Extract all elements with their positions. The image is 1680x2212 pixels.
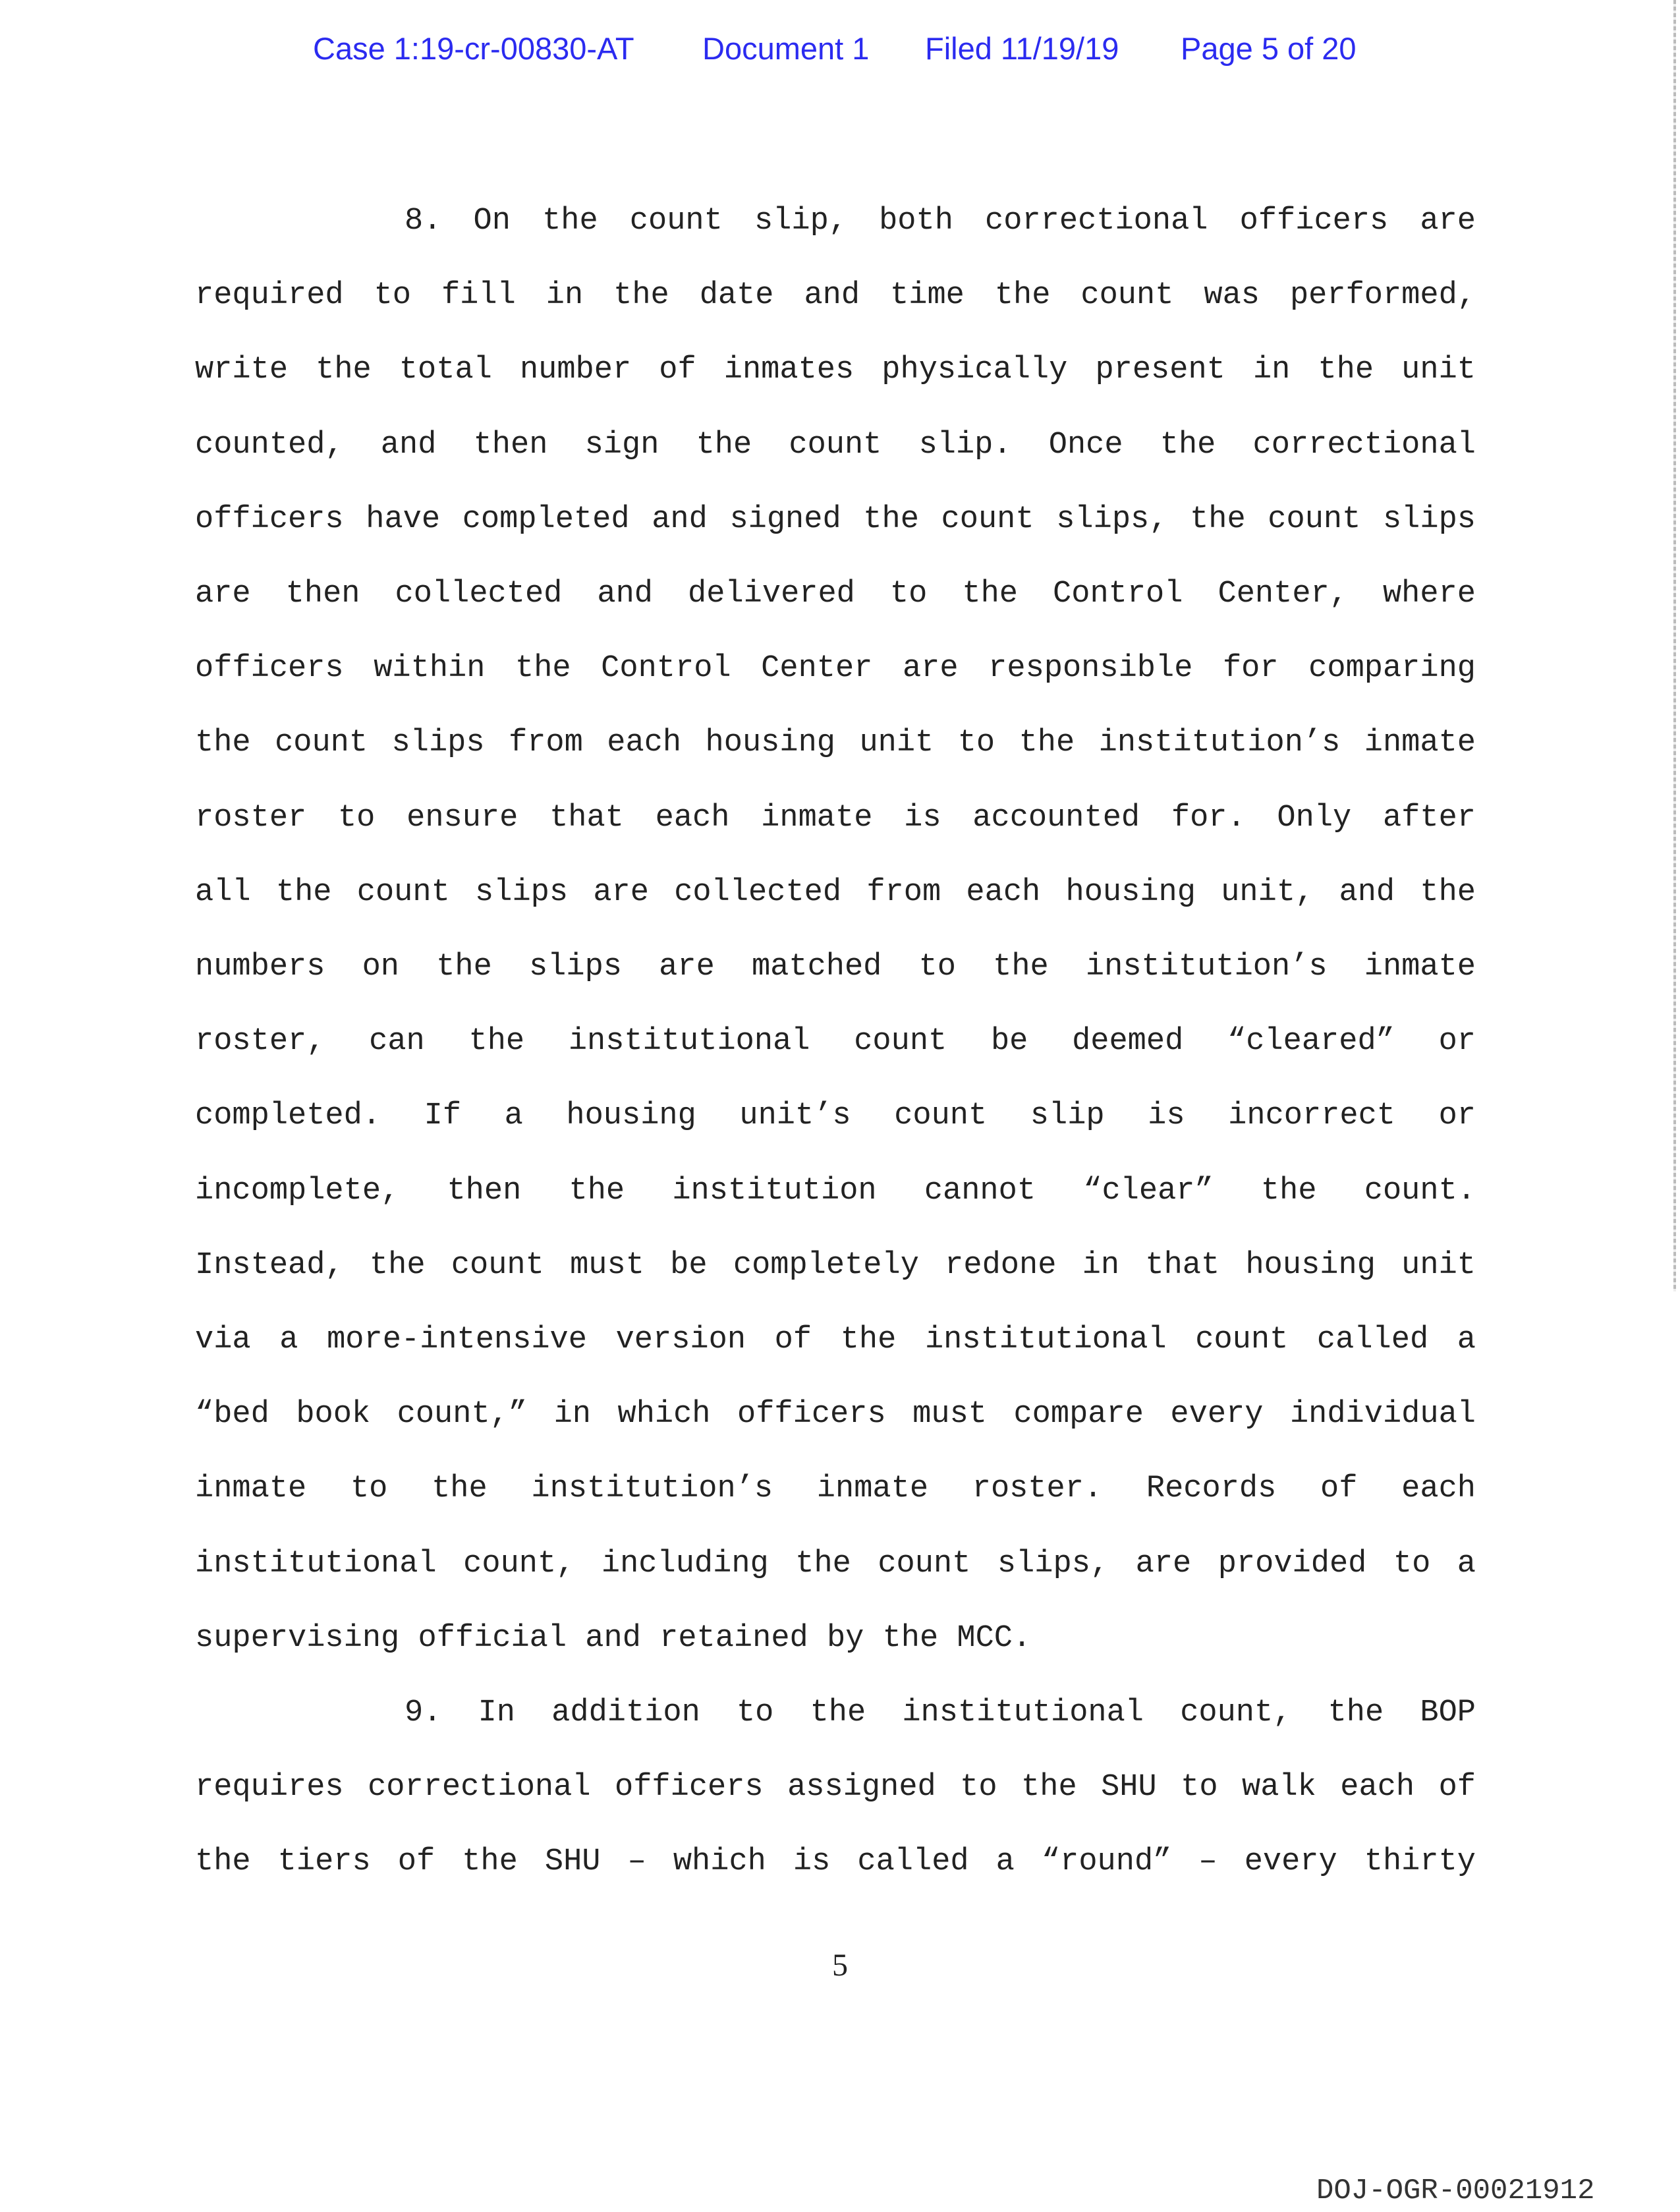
- paragraph-8-line: roster, can the institutional count be deemed “cleared” or: [195, 1024, 1476, 1059]
- paragraph-8-line: incomplete, then the institution cannot “clear” the count.: [195, 1174, 1476, 1208]
- paragraph-8-line: the count slips from each housing unit to the institution’s inmate: [195, 725, 1476, 760]
- paragraph-8-line: numbers on the slips are matched to the institution’s inmate: [195, 950, 1476, 984]
- paragraph-8-line: counted, and then sign the count slip. Once the correctional: [195, 428, 1476, 463]
- paragraph-8-line: all the count slips are collected from each housing unit, and the: [195, 875, 1476, 910]
- case-number: Case 1:19-cr-00830-AT: [313, 31, 634, 66]
- paragraph-8-line: institutional count, including the count slips, are provided to a: [195, 1546, 1476, 1581]
- paragraph-8-line: supervising official and retained by the MCC.: [195, 1621, 1032, 1656]
- paragraph-9-line: the tiers of the SHU – which is called a “round” – every thirty: [195, 1844, 1476, 1879]
- paragraph-8-line: are then collected and delivered to the Control Center, where: [195, 577, 1476, 611]
- paragraph-9-line: requires correctional officers assigned to the SHU to walk each of: [195, 1770, 1476, 1805]
- paragraph-8-line: “bed book count,” in which officers must compare every individual: [195, 1397, 1476, 1432]
- paragraph-8-line: required to fill in the date and time the count was performed,: [195, 278, 1476, 313]
- paragraph-8-line: officers have completed and signed the count slips, the count slips: [195, 502, 1476, 537]
- paragraph-8-line: write the total number of inmates physically present in the unit: [195, 353, 1476, 387]
- paragraph-8-line: inmate to the institution’s inmate roster. Records of each: [195, 1471, 1476, 1506]
- paragraph-8-line: roster to ensure that each inmate is accounted for. Only after: [195, 801, 1476, 836]
- page-number: 5: [832, 1948, 848, 1983]
- document-number: Document 1: [702, 31, 870, 66]
- paragraph-8-line: completed. If a housing unit’s count slip is incorrect or: [195, 1098, 1476, 1133]
- paragraph-8-line: Instead, the count must be completely redone in that housing unit: [195, 1248, 1476, 1283]
- paragraph-8-line: officers within the Control Center are responsible for comparing: [195, 651, 1476, 686]
- filed-date: Filed 11/19/19: [925, 31, 1119, 66]
- scan-edge: [1673, 0, 1676, 1291]
- paragraph-9-line: 9. In addition to the institutional count, the BOP: [405, 1695, 1476, 1730]
- paragraph-8-line: 8. On the count slip, both correctional officers are: [405, 204, 1476, 239]
- page-indicator: Page 5 of 20: [1181, 31, 1357, 66]
- bates-number: DOJ-OGR-00021912: [1316, 2174, 1595, 2207]
- paragraph-8-line: via a more-intensive version of the institutional count called a: [195, 1322, 1476, 1357]
